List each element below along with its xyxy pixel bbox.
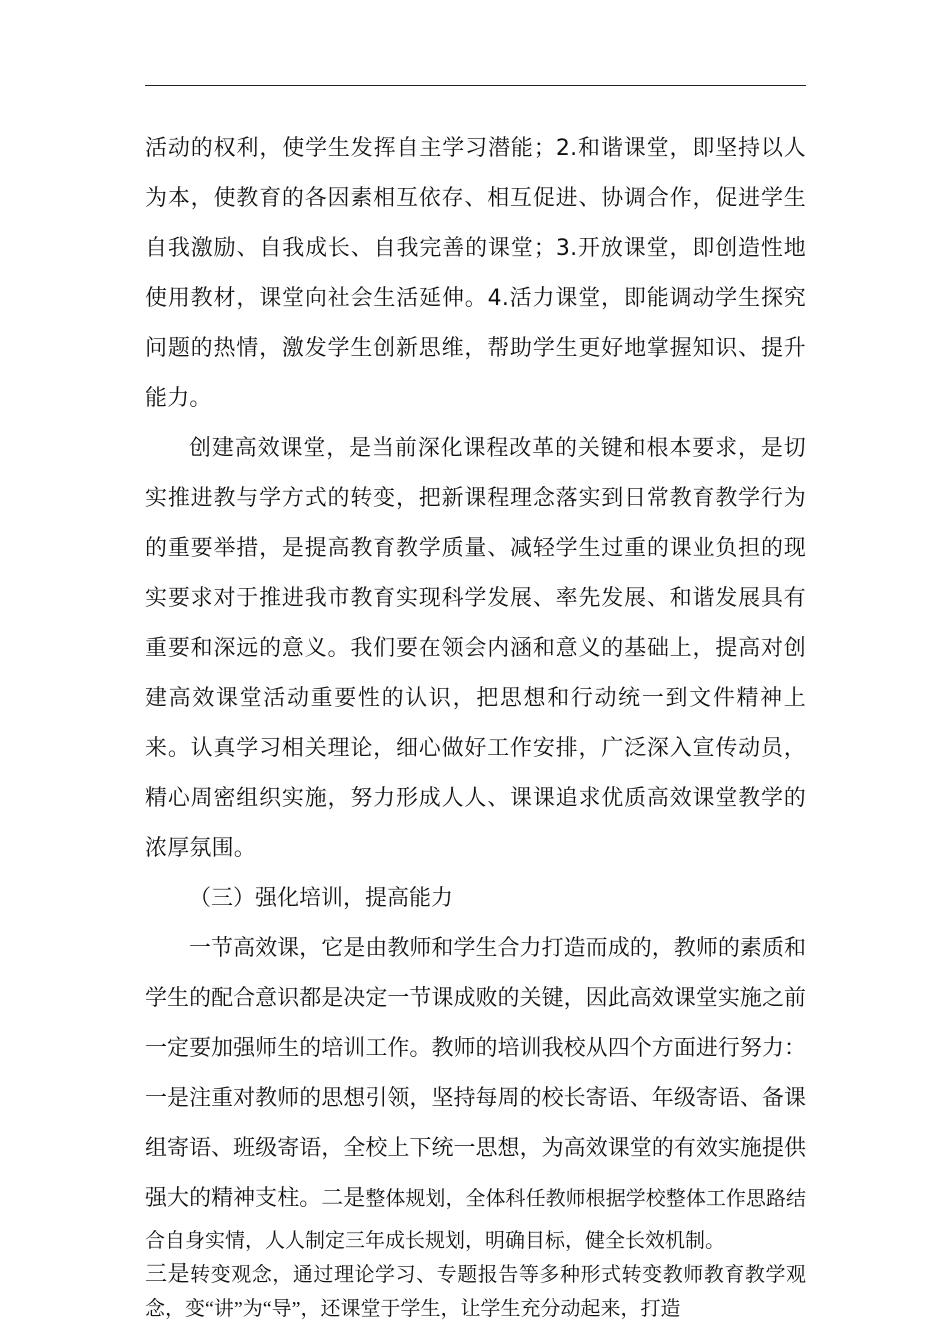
paragraph-teacher-training-plan: 整体规划，全体科任教师根据学校整体工作思路结合自身实情，人人制定三年成长规划，明确目标，健全长效机制。: [145, 1188, 806, 1252]
paragraph-classroom-types: 活动的权利，使学生发挥自主学习潜能；2.和谐课堂，即坚持以人为本，使教育的各因素相互依存、相互促进、协调合作，促进学生自我激励、自我成长、自我完善的课堂；3.开放课堂，即创造性地使用教材，课堂向社会生活延伸。4.活力课堂，即能调动学生探究问题的热情，激发学生创新思维，帮助学生更好地掌握知识、提升能力。: [145, 136, 806, 411]
paragraph-change-concepts-text: 转变观念，通过理论学习、专题报告等多种形式转变教师教育教学观念，变“讲”为“导”，还课堂于学生，让学生充分动起来，打造: [145, 1264, 806, 1320]
header-rule: [145, 85, 806, 86]
paragraph-efficient-classroom: 创建高效课堂，是当前深化课程改革的关键和根本要求，是切实推进教与学方式的转变，把新课程理念落实到日常教育教学行为的重要举措，是提高教育教学质量、减轻学生过重的课业负担的现实要求对于推进我市教育实现科学发展、率先发展、和谐发展具有重要和深远的意义。我们要在领会内涵和意义的基础上，提高对创建高效课堂活动重要性的认识，把思想和行动统一到文件精神上来。认真学习相关理论，细心做好工作安排，广泛深入宣传动员，精心周密组织实施，努力形成人人、课课追求优质高效课堂教学的浓厚氛围。: [145, 436, 806, 861]
section-heading-training: （三）强化培训，提高能力: [189, 886, 454, 911]
paragraph-change-concepts-lead: 三是: [145, 1262, 191, 1287]
document-body: [145, 124, 806, 1326]
paragraph-teacher-training: [145, 924, 806, 1258]
paragraph-teacher-training-main: 一节高效课，它是由教师和学生合力打造而成的，教师的素质和学生的配合意识都是决定一节课成败的关键，因此高效课堂实施之前一定要加强师生的培训工作。教师的培训我校从四个方面进行努力：一是注重对教师的思想引领，坚持每周的校长寄语、年级寄语、备课组寄语、班级寄语，全校上下统一思想，为高效课堂的有效实施提供强大的精神支柱。二是: [145, 936, 806, 1211]
paragraph-change-concepts: [145, 1258, 806, 1326]
